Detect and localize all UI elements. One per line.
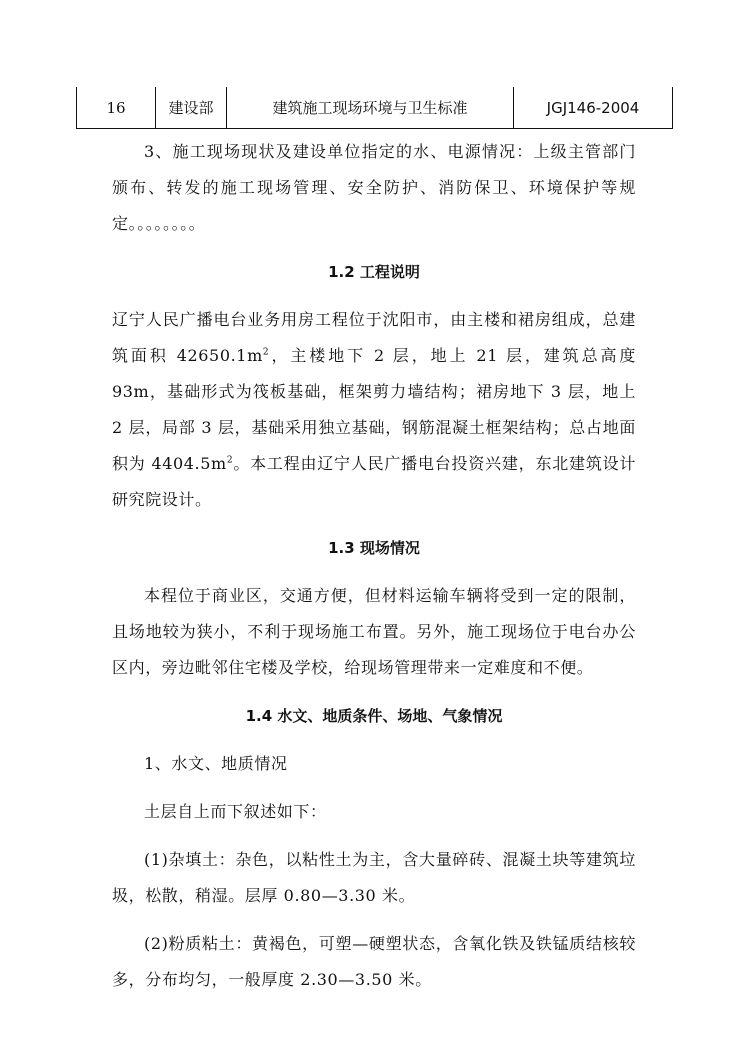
superscript-a: 2 — [262, 347, 270, 358]
header-standard-title: 建筑施工现场环境与卫生标准 — [227, 87, 514, 129]
paragraph-site-conditions: 本程位于商业区，交通方便，但材料运输车辆将受到一定的限制，且场地较为狭小，不利于现场施工布置。另外，施工现场位于电台办公区内，旁边毗邻住宅楼及学校，给现场管理带来一定难度和不便。 — [112, 586, 636, 677]
superscript-b: 2 — [226, 455, 234, 466]
page-header-table — [76, 87, 673, 129]
paragraph-project-description — [112, 302, 636, 518]
project-text-part-a: 辽宁人民广播电台业务用房工程位于沈阳市，由主楼和裙房组成，总建筑面积 42650.1m — [112, 310, 636, 365]
heading-1-4: 1.4 水文、地质条件、场地、气象情况 — [245, 707, 503, 725]
paragraph-item-3: 3、施工现场现状及建设单位指定的水、电源情况：上级主管部门颁布、转发的施工现场管理、安全防护、消防保卫、环境保护等规定。。。。。。。。 — [112, 142, 636, 233]
project-text-part-b: ，主楼地下 2 层，地上 21 层，建筑总高度 93m，基础形式为筏板基础，框架剪力墙结构；裙房地下 3 层，地上 2 层，局部 3 层，基础采用独立基础，钢筋混凝土框架结构；总占地面积为 4404.5m — [112, 346, 637, 473]
project-text-part-c: 。本工程由辽宁人民广播电台投资兴建，东北建筑设计研究院设计。 — [112, 454, 636, 509]
document-body — [112, 134, 636, 998]
heading-1-2: 1.2 工程说明 — [328, 263, 420, 281]
paragraph-soil-intro: 土层自上而下叙述如下： — [144, 802, 327, 821]
header-department: 建设部 — [156, 87, 227, 129]
paragraph-soil-layer-1: (1)杂填土：杂色，以粘性土为主，含大量碎砖、混凝土块等建筑垃圾，松散，稍湿。层厚 0.80—3.30 米。 — [112, 850, 636, 905]
header-page-number: 16 — [77, 87, 156, 129]
heading-1-3: 1.3 现场情况 — [328, 539, 420, 557]
subheading-hydro-geology: 1、水文、地质情况 — [144, 754, 288, 773]
paragraph-soil-layer-2: (2)粉质粘土：黄褐色，可塑—硬塑状态，含氧化铁及铁锰质结核较多，分布均匀，一般厚度 2.30—3.50 米。 — [112, 934, 636, 989]
header-row — [77, 87, 673, 129]
header-standard-code: JGJ146-2004 — [514, 87, 673, 129]
